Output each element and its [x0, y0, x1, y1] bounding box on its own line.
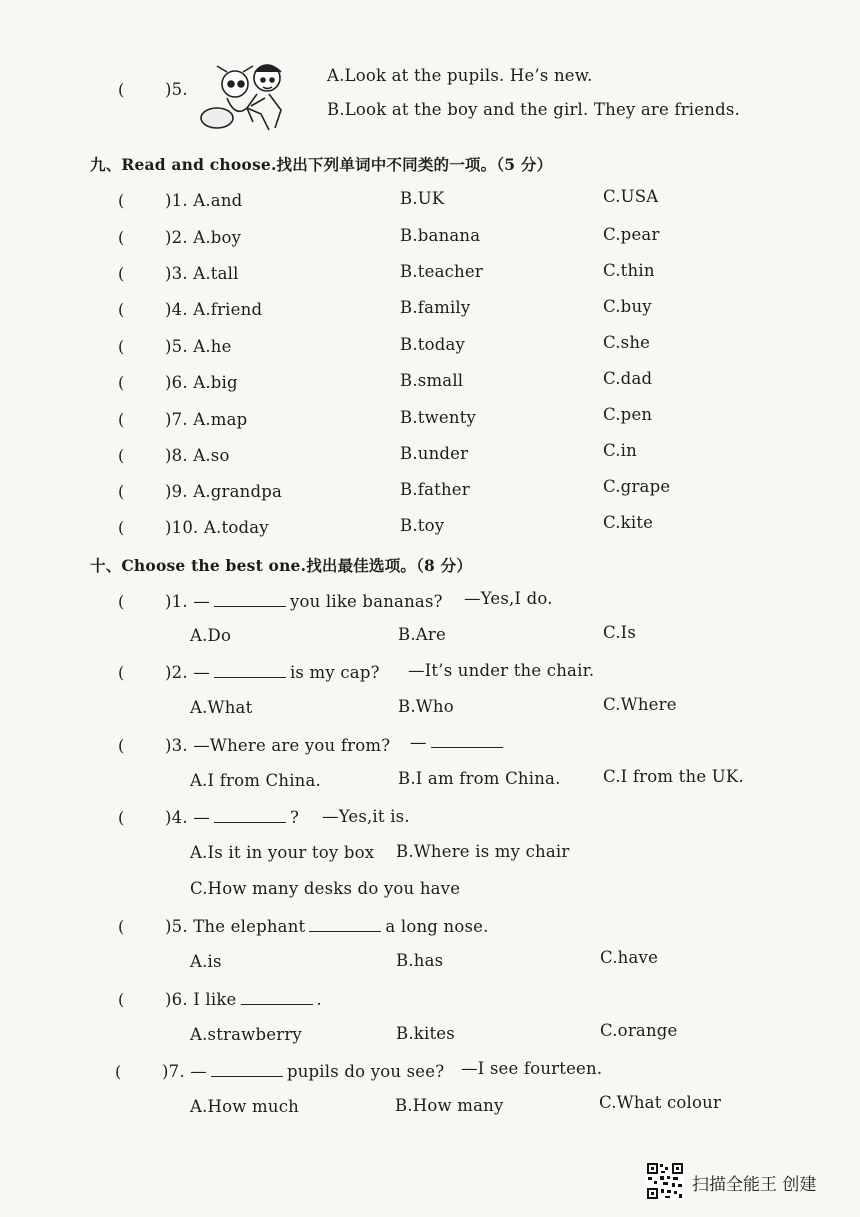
answer-blank [214, 663, 286, 678]
option-b: B.I am from China. [398, 769, 561, 788]
list-item: C.dad [603, 369, 653, 388]
list-item: )9. A.grandpa [165, 482, 283, 501]
question-text: ? [289, 808, 299, 827]
question-2 [165, 663, 380, 682]
answer-paren: ( [118, 228, 125, 247]
answer-paren: ( [118, 663, 125, 682]
question-text: pupils do you see? [286, 1062, 445, 1081]
list-item: C.buy [603, 297, 652, 316]
question-number: )7. — [162, 1062, 207, 1081]
answer-blank [309, 917, 381, 932]
answer-paren: ( [118, 191, 125, 210]
list-item: B.family [400, 298, 471, 317]
answer-paren: ( [118, 518, 125, 537]
section-9-title: 九、Read and choose.找出下列单词中不同类的一项。（5 分） [90, 155, 553, 174]
question-answer: —It’s under the chair. [408, 661, 595, 680]
answer-paren: ( [118, 592, 125, 611]
question-answer: —Yes,it is. [322, 807, 410, 826]
option-a: A.What [190, 698, 253, 717]
list-item: )8. A.so [165, 446, 230, 465]
list-item: )1. A.and [165, 191, 243, 210]
option-c: C.I from the UK. [603, 767, 744, 786]
answer-paren: ( [118, 917, 125, 936]
list-item: B.small [400, 371, 464, 390]
answer-blank [214, 808, 286, 823]
question-answer [410, 733, 507, 752]
option-c: C.Is [603, 623, 637, 642]
list-item: B.banana [400, 226, 481, 245]
list-item: B.father [400, 480, 470, 499]
question-text: . [316, 990, 322, 1009]
list-item: B.twenty [400, 408, 477, 427]
list-item: C.thin [603, 261, 655, 280]
list-item: C.pen [603, 405, 653, 424]
list-item: B.toy [400, 516, 445, 535]
question-6 [165, 990, 322, 1009]
answer-paren: ( [118, 446, 125, 465]
list-item: C.grape [603, 477, 671, 496]
answer-paren: ( [118, 337, 125, 356]
option-a: A.Look at the pupils. He’s new. [327, 66, 593, 85]
scanner-watermark: 扫描全能王 创建 [692, 1175, 817, 1195]
question-text: a long nose. [385, 917, 489, 936]
qr-code-icon [646, 1162, 684, 1200]
list-item: B.under [400, 444, 469, 463]
answer-paren: ( [118, 373, 125, 392]
question-1 [165, 592, 443, 611]
question-7 [162, 1062, 444, 1081]
answer-paren: ( [118, 264, 125, 283]
list-item: C.in [603, 441, 637, 460]
answer-paren: ( [118, 736, 125, 755]
option-b: B.Where is my chair [396, 842, 570, 861]
section-10-title: 十、Choose the best one.找出最佳选项。（8 分） [90, 556, 473, 575]
option-b: B.has [396, 951, 444, 970]
question-number: )5. The elephant [165, 917, 306, 936]
answer-paren: ( [118, 808, 125, 827]
option-a: A.I from China. [190, 771, 321, 790]
answer-blank [214, 592, 286, 607]
list-item: )6. A.big [165, 373, 238, 392]
question-number: )1. — [165, 592, 210, 611]
question-number: )4. — [165, 808, 210, 827]
answer-paren: ( [118, 990, 125, 1009]
question-text: you like bananas? [289, 592, 443, 611]
list-item: )5. A.he [165, 337, 232, 356]
option-c: C.Where [603, 695, 677, 714]
dash: — [410, 733, 427, 752]
question-number: )3. —Where are you from? [165, 736, 391, 755]
question-4 [165, 808, 299, 827]
list-item: )7. A.map [165, 410, 248, 429]
list-item: C.pear [603, 225, 660, 244]
option-a: A.strawberry [190, 1025, 302, 1044]
option-b: B.How many [395, 1096, 504, 1115]
question-answer: —I see fourteen. [461, 1059, 603, 1078]
answer-paren: ( [118, 410, 125, 429]
list-item: )10. A.today [165, 518, 269, 537]
option-c: C.have [600, 948, 659, 967]
option-c: C.How many desks do you have [190, 879, 461, 898]
question-5 [165, 917, 489, 936]
option-b: B.Who [398, 697, 454, 716]
list-item: B.UK [400, 189, 445, 208]
list-item: B.teacher [400, 262, 483, 281]
option-b: B.kites [396, 1024, 455, 1043]
question-answer: —Yes,I do. [464, 589, 553, 608]
option-a: A.Is it in your toy box [190, 843, 375, 862]
option-c: C.What colour [599, 1093, 722, 1112]
list-item: C.USA [603, 187, 659, 206]
question-number: )6. I like [165, 990, 237, 1009]
question-number: )5. [165, 80, 188, 99]
answer-paren: ( [118, 482, 125, 501]
answer-blank [431, 733, 503, 748]
list-item: C.kite [603, 513, 654, 532]
list-item: )4. A.friend [165, 300, 263, 319]
question-text: is my cap? [289, 663, 380, 682]
answer-paren: ( [118, 300, 125, 319]
list-item: C.she [603, 333, 651, 352]
option-b: B.Are [398, 625, 446, 644]
kids-illustration [197, 60, 297, 136]
list-item: B.today [400, 335, 466, 354]
list-item: )2. A.boy [165, 228, 242, 247]
question-number: )2. — [165, 663, 210, 682]
answer-paren: ( [115, 1062, 122, 1081]
option-a: A.is [190, 952, 222, 971]
answer-blank [241, 990, 313, 1005]
option-a: A.How much [190, 1097, 299, 1116]
list-item: )3. A.tall [165, 264, 239, 283]
option-b: B.Look at the boy and the girl. They are friends. [327, 100, 740, 119]
answer-paren: ( [118, 80, 125, 99]
option-c: C.orange [600, 1021, 678, 1040]
answer-blank [211, 1062, 283, 1077]
option-a: A.Do [190, 626, 232, 645]
